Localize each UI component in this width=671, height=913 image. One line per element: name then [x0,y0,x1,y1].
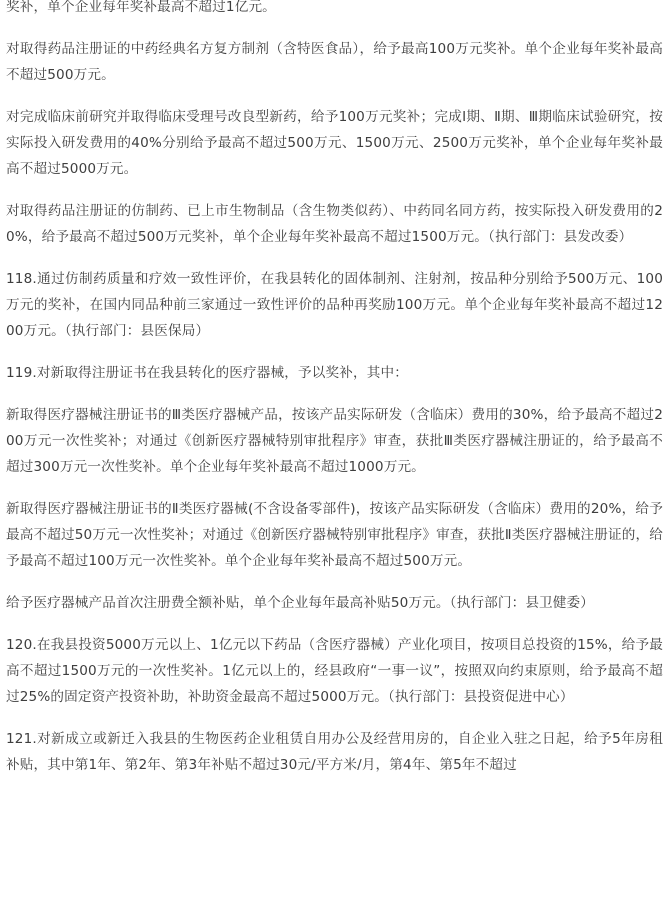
paragraph-item-119: 119.对新取得注册证书在我县转化的医疗器械，予以奖补，其中： [6,365,408,381]
document-body [6,0,663,794]
paragraph-improved-new-drug: 对完成临床前研究并取得临床受理号改良型新药，给予100万元奖补；完成Ⅰ期、Ⅱ期、Ⅲ期临床试验研究，按实际投入研发费用的40%分别给予最高不超过500万元、1500万元、2500万元奖补，单个企业每年奖补最高不超过5000万元。 [6,109,663,177]
paragraph-item-121: 121.对新成立或新迁入我县的生物医药企业租赁自用办公及经营用房的，自企业入驻之日起，给予5年房租补贴，其中第1年、第2年、第3年补贴不超过30元/平方米/月，第4年、第5年不超过 [6,731,663,773]
paragraph-item-118: 118.通过仿制药质量和疗效一致性评价，在我县转化的固体制剂、注射剂，按品种分别给予500万元、100万元的奖补，在国内同品种前三家通过一致性评价的品种再奖励100万元。单个企业每年奖补最高不超过1200万元。（执行部门：县医保局） [6,271,663,339]
paragraph-tcm-classic-formula: 对取得药品注册证的中药经典名方复方制剂（含特医食品），给予最高100万元奖补。单个企业每年奖补最高不超过500万元。 [6,41,663,83]
paragraph-item-120: 120.在我县投资5000万元以上、1亿元以下药品（含医疗器械）产业化项目，按项目总投资的15%，给予最高不超过1500万元的一次性奖补。1亿元以上的，经县政府“一事一议”，按照双向约束原则，给予最高不超过25%的固定资产投资补助，补助资金最高不超过5000万元。（执行部门：县投资促进中心） [6,637,663,705]
paragraph-class-ii-device: 新取得医疗器械注册证书的Ⅱ类医疗器械(不含设备零部件)，按该产品实际研发（含临床）费用的20%，给予最高不超过50万元一次性奖补；对通过《创新医疗器械特别审批程序》审查，获批Ⅱ类医疗器械注册证的，给予最高不超过100万元一次性奖补。单个企业每年奖补最高不超过500万元。 [6,501,663,569]
paragraph-class-iii-device: 新取得医疗器械注册证书的Ⅲ类医疗器械产品，按该产品实际研发（含临床）费用的30%，给予最高不超过200万元一次性奖补；对通过《创新医疗器械特别审批程序》审查，获批Ⅲ类医疗器械注册证的，给予最高不超过300万元一次性奖补。单个企业每年奖补最高不超过1000万元。 [6,407,663,475]
paragraph-generic-drug: 对取得药品注册证的仿制药、已上市生物制品（含生物类似药）、中药同名同方药，按实际投入研发费用的20%，给予最高不超过500万元奖补，单个企业每年奖补最高不超过1500万元。（执行部门：县发改委） [6,203,663,245]
paragraph-award-cap: 奖补，单个企业每年奖补最高不超过1亿元。 [6,0,276,15]
paragraph-registration-fee: 给予医疗器械产品首次注册费全额补贴，单个企业每年最高补贴50万元。（执行部门：县卫健委） [6,595,595,611]
